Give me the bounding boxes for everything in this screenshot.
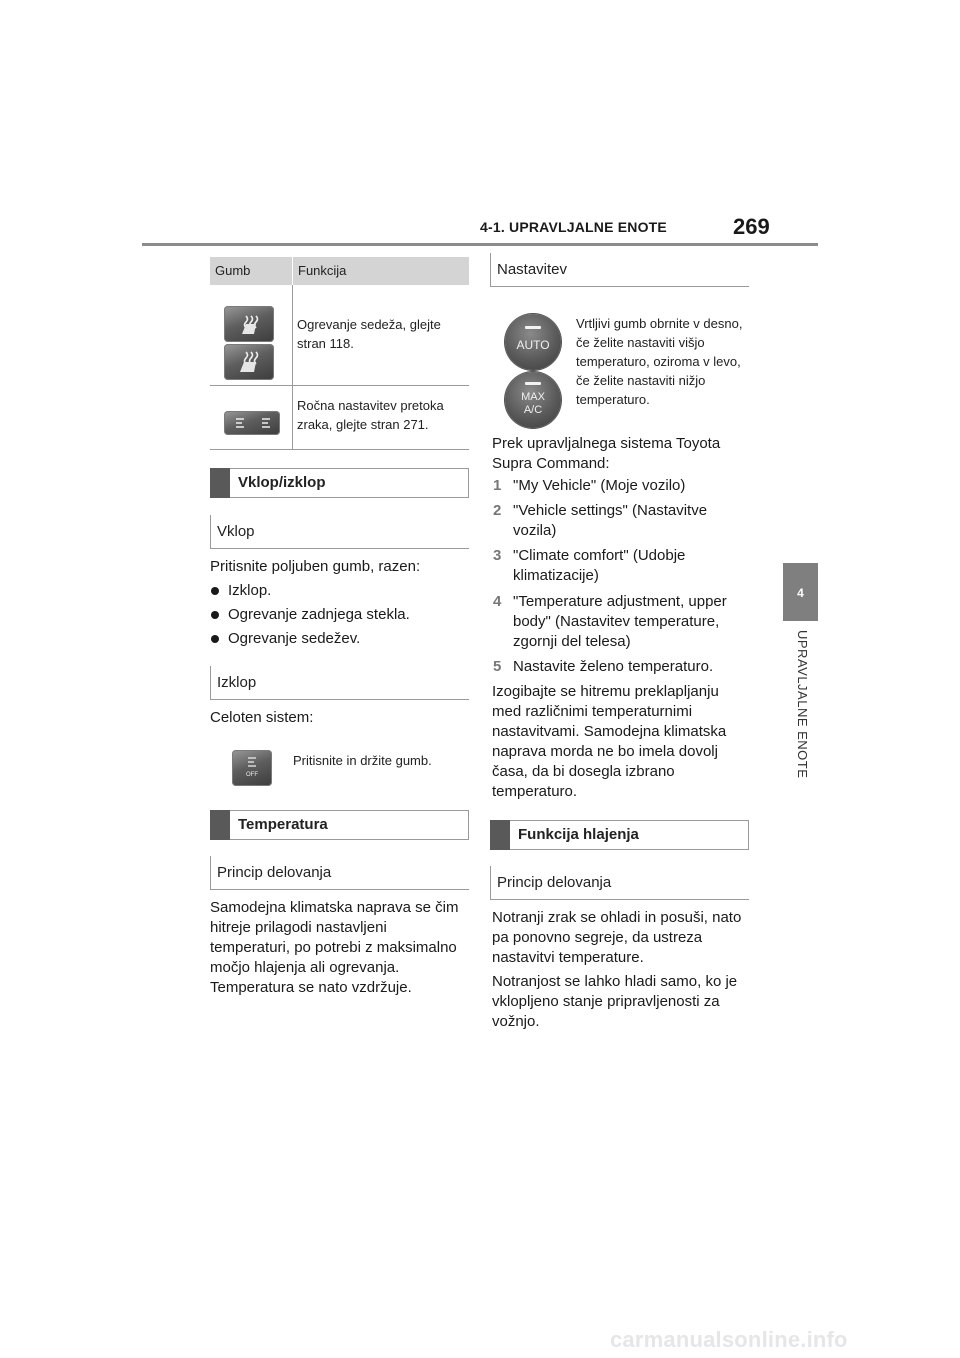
- seat-heating-button-icon: [224, 306, 274, 342]
- list-item: 2 "Vehicle settings" (Nastavitve vozila): [493, 502, 708, 539]
- via-system-text: Prek upravljalnega sistema Toyota Supra Command:: [492, 435, 721, 472]
- list-item: 5 Nastavite želeno temperaturo.: [493, 658, 714, 675]
- header-rule: [142, 243, 818, 246]
- knob-auto-label: AUTO: [516, 338, 550, 352]
- whole-system-text: Celoten sistem:: [210, 709, 314, 726]
- table-cell-button: [210, 386, 293, 449]
- knob-instruction-text: Vrtljivi gumb obrnite v desno, če želite nastaviti višjo temperaturo, oziroma v levo, če želite nastaviti nižjo temperaturo.: [576, 316, 743, 407]
- avoid-switching-text: Izogibajte se hitremu preklapljanju med različnimi temperaturnimi nastavitvami. Samodejna klimatska naprava morda ne bo imela dovolj časa, da bi dosegla izbrano temperaturo.: [492, 683, 727, 800]
- subheading-princip-delovanja-cooling: Princip delovanja: [490, 866, 749, 900]
- button-function-table: [210, 257, 469, 450]
- table-row: [210, 386, 469, 450]
- press-any-text: Pritisnite poljuben gumb, razen:: [210, 558, 421, 575]
- heading-vklop-izklop: Vklop/izklop: [210, 468, 469, 498]
- knob-ac-label: A/C: [523, 404, 543, 416]
- subheading-princip-delovanja: Princip delovanja: [210, 856, 469, 890]
- list-item: Izklop.: [228, 582, 272, 599]
- table-row: [210, 285, 469, 386]
- airflow-button-icon: [224, 411, 280, 435]
- list-item: 4 "Temperature adjustment, upper body" (Nastavitev temperature, zgornji del telesa): [493, 593, 727, 650]
- list-item: 3 "Climate comfort" (Udobje klimatizacije): [493, 547, 686, 584]
- table-header-function: Funkcija: [298, 263, 347, 278]
- list-item: Ogrevanje sedežev.: [228, 630, 361, 647]
- cooling-text-1: Notranji zrak se ohladi in posuši, nato pa ponovno segreje, da ustreza nastavitvi temperature.: [492, 909, 742, 966]
- page-number: 269: [733, 214, 770, 239]
- auto-climate-text: Samodejna klimatska naprava se čim hitreje prilagodi nastavljeni temperaturi, po potrebi z maksimalno močjo hlajenja ali ogrevanja. Temperatura se nato vzdržuje.: [210, 899, 459, 996]
- off-label: OFF: [246, 772, 258, 778]
- press-hold-text: Pritisnite in držite gumb.: [293, 753, 432, 768]
- list-item: 1 "My Vehicle" (Moje vozilo): [493, 477, 686, 494]
- table-cell-button: [210, 285, 293, 385]
- subheading-vklop: Vklop: [210, 515, 469, 549]
- section-title: 4-1. UPRAVLJALNE ENOTE: [480, 219, 667, 235]
- list-item: Ogrevanje zadnjega stekla.: [228, 606, 410, 623]
- watermark: carmanualsonline.info: [610, 1327, 848, 1352]
- heading-funkcija-hlajenja: Funkcija hlajenja: [490, 820, 749, 850]
- auto-knob-icon: [505, 314, 561, 370]
- cooling-text-2: Notranjost se lahko hladi samo, ko je vklopljeno stanje pripravljenosti za vožnjo.: [492, 973, 738, 1030]
- table-header-button: Gumb: [210, 257, 293, 285]
- max-ac-knob-icon: [505, 372, 561, 428]
- table-cell-function: Ročna nastavitev pretoka zraka, glejte stran 271.: [297, 398, 444, 432]
- chapter-number: 4: [797, 586, 804, 600]
- table-header: [210, 257, 469, 285]
- seat-heating-button-icon: [224, 344, 274, 380]
- chapter-tab: [783, 563, 818, 621]
- table-cell-function: Ogrevanje sedeža, glejte stran 118.: [297, 317, 441, 351]
- subheading-izklop: Izklop: [210, 666, 469, 700]
- subheading-nastavitev: Nastavitev: [490, 253, 749, 287]
- off-button-icon: [232, 750, 272, 786]
- knob-max-label: MAX: [521, 391, 545, 403]
- chapter-label: UPRAVLJALNE ENOTE: [795, 630, 810, 779]
- heading-temperatura: Temperatura: [210, 810, 469, 840]
